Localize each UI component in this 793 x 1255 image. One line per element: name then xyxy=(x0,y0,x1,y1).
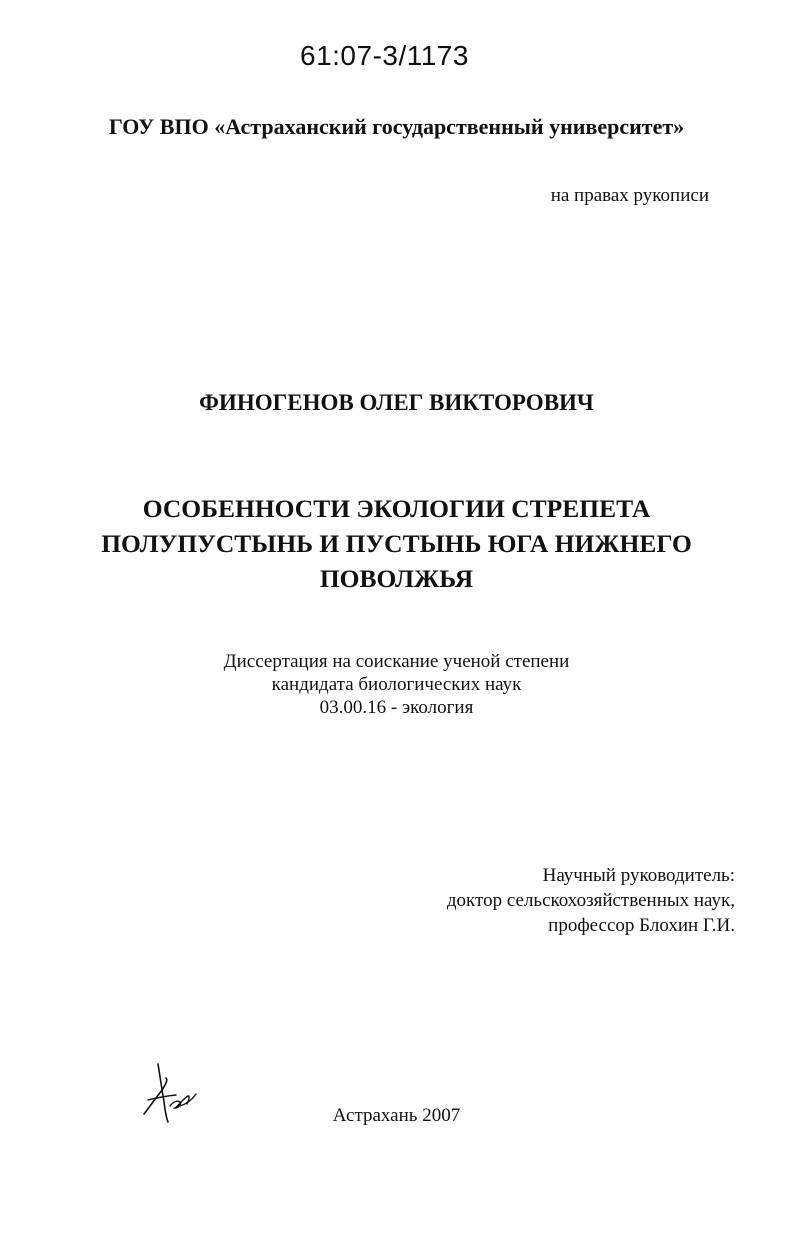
supervisor-block xyxy=(447,863,735,938)
specialty-code: 03.00.16 - экология xyxy=(319,697,474,718)
city-year: Астрахань 2007 xyxy=(332,1105,461,1126)
manuscript-note: на правах рукописи xyxy=(550,185,709,206)
supervisor-label: Научный руководитель: xyxy=(542,865,735,886)
title-line: ПОВОЛЖЬЯ xyxy=(319,564,474,593)
institution-name: ГОУ ВПО «Астраханский государственный университет» xyxy=(108,114,685,139)
degree-statement xyxy=(0,650,793,719)
author-name: ФИНОГЕНОВ ОЛЕГ ВИКТОРОВИЧ xyxy=(199,390,594,415)
supervisor-degree: доктор сельскохозяйственных наук, xyxy=(446,890,735,911)
title-line: ОСОБЕННОСТИ ЭКОЛОГИИ СТРЕПЕТА xyxy=(142,494,651,523)
stamp-number: 61:07-3/1173 xyxy=(300,40,469,71)
supervisor-name: профессор Блохин Г.И. xyxy=(548,915,735,936)
dissertation-title xyxy=(0,491,793,596)
degree-line: кандидата биологических наук xyxy=(271,674,522,695)
title-line: ПОЛУПУСТЫНЬ И ПУСТЫНЬ ЮГА НИЖНЕГО xyxy=(101,529,692,558)
degree-line: Диссертация на соискание ученой степени xyxy=(223,651,570,672)
